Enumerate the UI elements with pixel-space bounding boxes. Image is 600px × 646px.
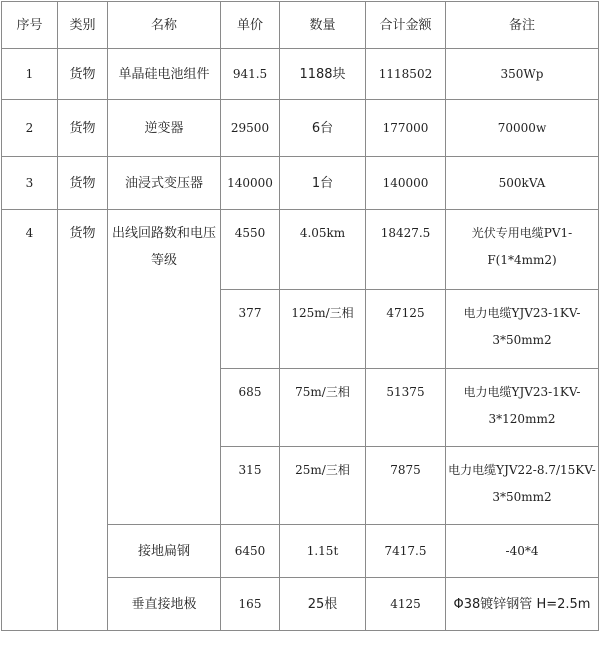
- row-quantity: 25根: [280, 578, 366, 631]
- row-category: 货物: [58, 100, 108, 157]
- row-remarks: 电力电缆YJV23-1KV-3*120mm2: [446, 369, 599, 447]
- row-remarks: 500kVA: [446, 157, 599, 210]
- header-row: [2, 2, 599, 49]
- row-unit-price: 941.5: [221, 49, 280, 100]
- row-quantity: 4.05km: [280, 210, 366, 290]
- header-remarks: 备注: [446, 2, 599, 49]
- row-total-amount: 177000: [366, 100, 446, 157]
- table-row: [2, 100, 599, 157]
- row-unit-price: 6450: [221, 525, 280, 578]
- row-name: 逆变器: [108, 100, 221, 157]
- row-index: 2: [2, 100, 58, 157]
- row-quantity: 1.15t: [280, 525, 366, 578]
- row-quantity: 125m/三相: [280, 290, 366, 369]
- row-remarks: 350Wp: [446, 49, 599, 100]
- table-row: [2, 49, 599, 100]
- header-name: 名称: [108, 2, 221, 49]
- row-index: 1: [2, 49, 58, 100]
- row-name: 垂直接地极: [108, 578, 221, 631]
- row-quantity: 1188块: [280, 49, 366, 100]
- row-total-amount: 18427.5: [366, 210, 446, 290]
- row-category: 货物: [58, 157, 108, 210]
- row-name: 油浸式变压器: [108, 157, 221, 210]
- row-name: 接地扁钢: [108, 525, 221, 578]
- row-unit-price: 315: [221, 447, 280, 525]
- header-quantity: 数量: [280, 2, 366, 49]
- row-remarks: 70000w: [446, 100, 599, 157]
- row-unit-price: 377: [221, 290, 280, 369]
- header-total-amount: 合计金额: [366, 2, 446, 49]
- row-unit-price: 685: [221, 369, 280, 447]
- goods-table: [1, 1, 599, 631]
- row-unit-price: 4550: [221, 210, 280, 290]
- row-remarks: Φ38镀锌钢管 H=2.5m: [446, 578, 599, 631]
- header-category: 类别: [58, 2, 108, 49]
- row-index: 3: [2, 157, 58, 210]
- row-total-amount: 4125: [366, 578, 446, 631]
- row-unit-price: 29500: [221, 100, 280, 157]
- row-total-amount: 7875: [366, 447, 446, 525]
- row-quantity: 1台: [280, 157, 366, 210]
- row-quantity: 75m/三相: [280, 369, 366, 447]
- row-total-amount: 7417.5: [366, 525, 446, 578]
- row-total-amount: 51375: [366, 369, 446, 447]
- row-total-amount: 47125: [366, 290, 446, 369]
- row-remarks: 电力电缆YJV22-8.7/15KV-3*50mm2: [446, 447, 599, 525]
- row-unit-price: 165: [221, 578, 280, 631]
- row-quantity: 25m/三相: [280, 447, 366, 525]
- row-index: 4: [2, 210, 58, 631]
- row-name: 单晶硅电池组件: [108, 49, 221, 100]
- row-quantity: 6台: [280, 100, 366, 157]
- row-total-amount: 1118502: [366, 49, 446, 100]
- row-unit-price: 140000: [221, 157, 280, 210]
- table-row: [2, 210, 599, 290]
- table-row: [2, 157, 599, 210]
- row-total-amount: 140000: [366, 157, 446, 210]
- header-index: 序号: [2, 2, 58, 49]
- row-category: 货物: [58, 49, 108, 100]
- row-name: 出线回路数和电压等级: [108, 210, 221, 525]
- header-unit-price: 单价: [221, 2, 280, 49]
- row-remarks: 电力电缆YJV23-1KV-3*50mm2: [446, 290, 599, 369]
- row-remarks: 光伏专用电缆PV1-F(1*4mm2): [446, 210, 599, 290]
- row-remarks: -40*4: [446, 525, 599, 578]
- row-category: 货物: [58, 210, 108, 631]
